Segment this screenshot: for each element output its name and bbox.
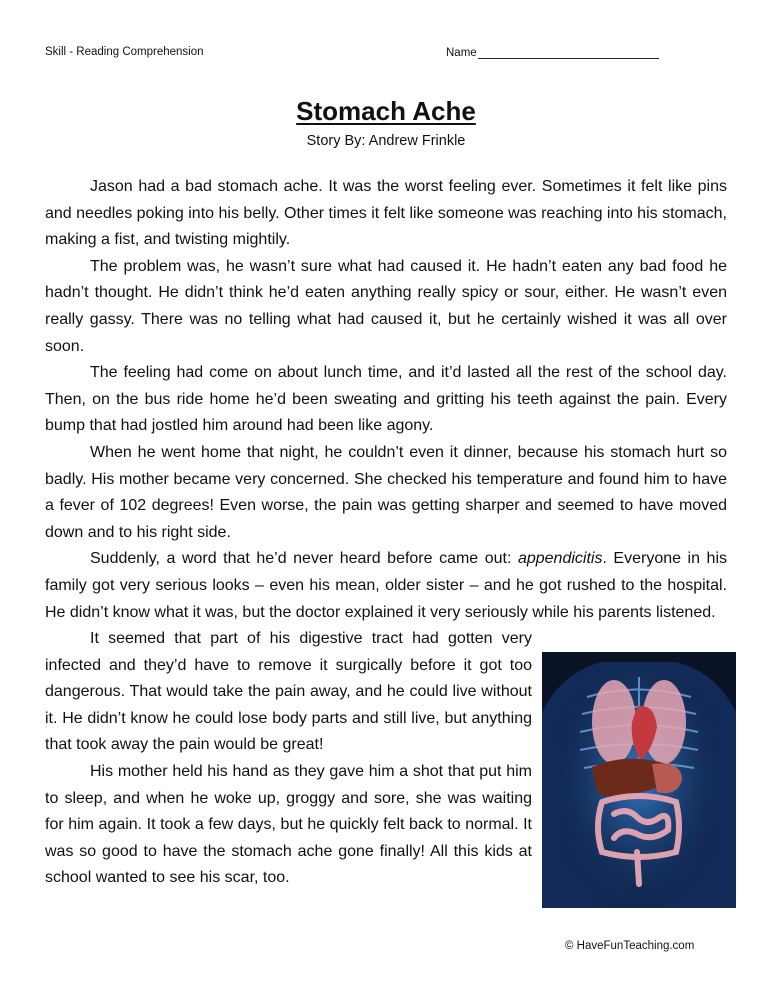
paragraph: The problem was, he wasn’t sure what had caused it. He hadn’t eaten any bad food he hadn’t thought. He didn’t think he’d eaten anything really spicy or sour, either. He wasn’t even really gassy. There was no telling what had caused it, but he certainly wished it was all over soon. — [45, 257, 727, 355]
paragraph: His mother held his hand as they gave him a shot that put him to sleep, and when he woke up, groggy and sore, she was waiting for him again. It took a few days, but he quickly felt back to normal. It was so good to have the stomach ache gone finally! All this kids at school wanted to see his scar, too. — [45, 763, 532, 887]
skill-label: Skill - Reading Comprehension — [45, 46, 204, 58]
name-blank-line — [478, 46, 659, 59]
copyright-notice: © HaveFunTeaching.com — [565, 940, 695, 952]
paragraph: The feeling had come on about lunch time, and it’d lasted all the rest of the school day. Then, on the bus ride home he’d been sweating and gritting his teeth against the pain. Every bump that had jostled him around had been like agony. — [45, 364, 727, 435]
paragraph: It seemed that part of his digestive tract had gotten very infected and they’d have to remove it surgically before it got too dangerous. That would take the pain away, and he could live without it. He didn’t know he could lose body parts and still live, but anything that took away the pain would be great! — [45, 630, 532, 754]
name-label: Name — [446, 47, 477, 59]
paragraph-text: Suddenly, a word that he’d never heard before came out: — [90, 550, 518, 568]
left-lung — [592, 680, 636, 764]
paragraph: When he went home that night, he couldn’t even it dinner, because his stomach hurt so badly. His mother became very concerned. She checked his temperature and found him to have a fever of 102 degrees! Even worse, the pain was getting sharper and seemed to have moved down and to his right side. — [45, 443, 727, 541]
digestive-system-image — [542, 652, 736, 908]
paragraph-text: . Everyone in his family got very serious looks – even his mean, older sister – and he got rushed to the hospital. He didn’t know what it was, but the doctor explained it very seriously while his parents listened. — [45, 550, 727, 621]
story-byline: Story By: Andrew Frinkle — [306, 133, 466, 149]
paragraph: Jason had a bad stomach ache. It was the worst feeling ever. Sometimes it felt like pins and needles poking into his belly. Other times it felt like someone was reaching into his stomach, making a fist, and twisting mightily. — [45, 178, 727, 249]
paragraph — [45, 546, 727, 626]
emphasized-term: appendicitis — [517, 550, 603, 568]
anatomy-illustration — [542, 652, 736, 908]
page-header — [45, 46, 662, 62]
name-field — [446, 46, 659, 59]
story-title: Stomach Ache — [296, 96, 476, 126]
